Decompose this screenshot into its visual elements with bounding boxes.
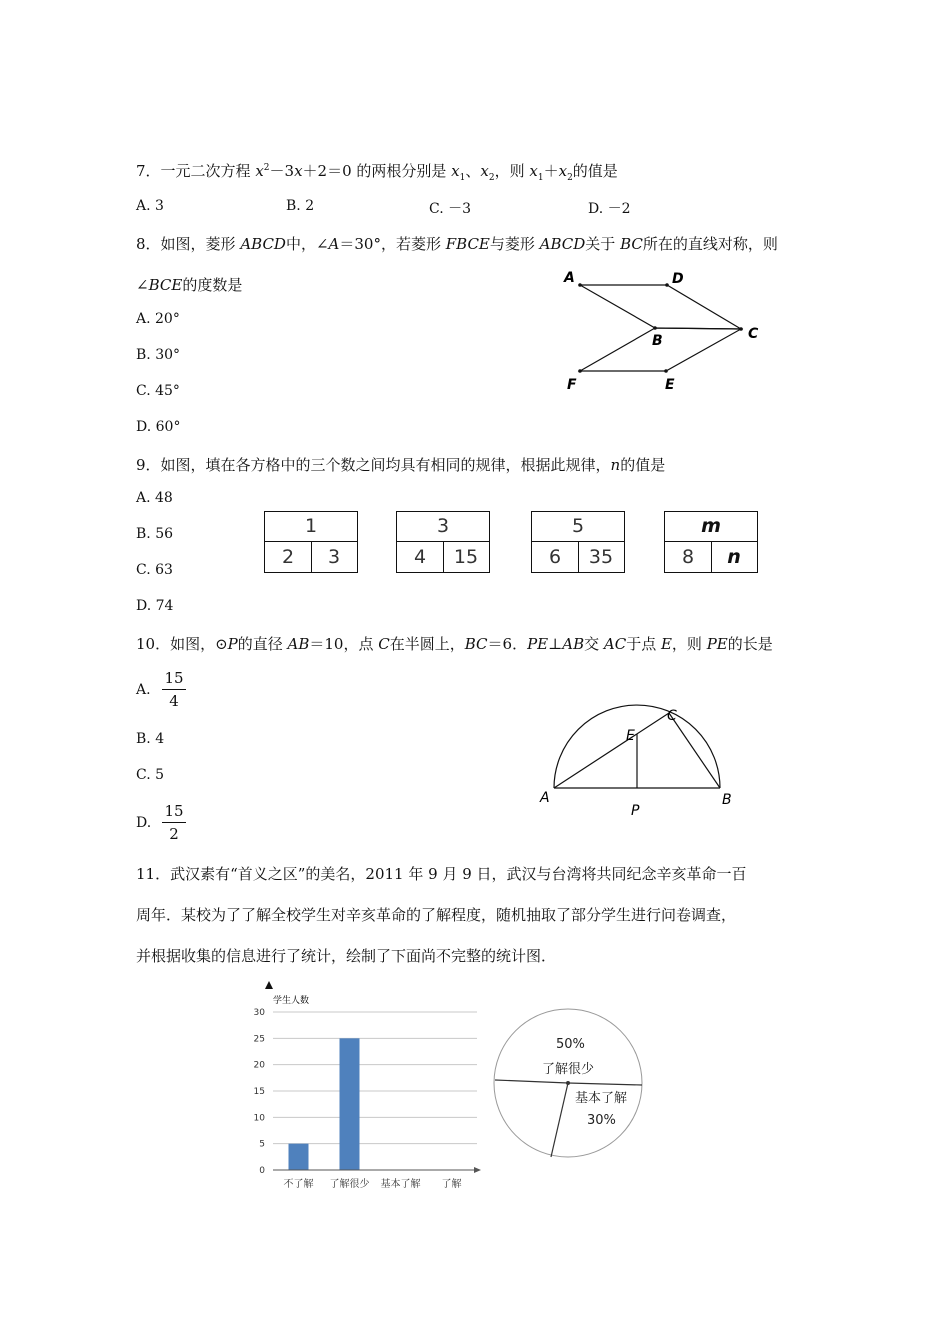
bar-chart <box>245 978 490 1196</box>
pie-label-50-value: 50% <box>556 1037 585 1052</box>
q11-stem-line1: 11．武汉素有“首义之区”的美名，2011 年 9 月 9 日，武汉与台湾将共同纪念辛亥革命一百 <box>136 865 747 883</box>
q9-option-b[interactable]: B. 56 <box>136 526 174 542</box>
label-c: C <box>667 708 677 724</box>
y-tick-0: 0 <box>259 1166 265 1176</box>
label-a: A <box>564 270 575 286</box>
pie-label-little: 了解很少 <box>542 1062 595 1077</box>
q9-option-a[interactable]: A. 48 <box>136 490 173 506</box>
label-f: F <box>567 377 577 393</box>
q8-option-d[interactable]: D. 60° <box>136 419 181 435</box>
q7-stem: 7．一元二次方程 $x^2-3x+2=0$ 的两根分别是 $x_1$、$x_2$，则 $x_1+x_2$的值是 <box>136 162 618 183</box>
y-tick-20: 20 <box>253 1060 265 1071</box>
q8-option-c[interactable]: C. 45° <box>136 383 180 399</box>
x-category-label: 不了解 <box>283 1179 314 1190</box>
y-tick-10: 10 <box>253 1113 265 1124</box>
label-b: B <box>722 792 732 808</box>
q8-option-a[interactable]: A. 20° <box>136 311 180 327</box>
label-a: A <box>540 790 550 806</box>
semicircle-figure <box>530 700 750 825</box>
q7-option-d[interactable]: D. －2 <box>588 201 631 217</box>
y-tick-15: 15 <box>253 1087 265 1097</box>
pie-label-basic: 基本了解 <box>575 1091 628 1106</box>
q7-option-a[interactable]: A. 3 <box>136 198 164 214</box>
x-axis-arrow <box>474 1167 481 1173</box>
y-tick-25: 25 <box>253 1034 265 1045</box>
label-c: C <box>748 326 759 342</box>
rhombus-abcd <box>580 285 741 329</box>
number-box-1: 1 2 3 <box>264 511 358 573</box>
pie-chart <box>490 1008 650 1168</box>
x-category-label: 基本了解 <box>380 1179 421 1190</box>
label-p: P <box>631 803 640 819</box>
q8-stem-line1: 8．如图，菱形 ABCD中，∠A＝30°，若菱形 FBCE与菱形 ABCD关于 BC所在的直线对称，则 <box>136 235 778 253</box>
number-box-3: 5 6 35 <box>531 511 625 573</box>
q10-option-d[interactable]: D. <box>136 815 152 831</box>
q10-stem: 10．如图，⊙P的直径 AB＝10，点 C在半圆上，BC＝6．PE⊥AB交 AC于点 E，则 PE的长是 <box>136 635 773 653</box>
q9-option-c[interactable]: C. 63 <box>136 562 173 578</box>
q10-option-d-fraction: 15 2 <box>162 802 186 843</box>
q7-option-b[interactable]: B. 2 <box>286 198 315 214</box>
label-b: B <box>652 333 663 349</box>
q10-option-a-fraction: 15 4 <box>162 669 186 710</box>
chord-bc <box>669 713 720 788</box>
number-box-2: 3 4 15 <box>396 511 490 573</box>
q8-option-b[interactable]: B. 30° <box>136 347 181 363</box>
pie-label-30-value: 30% <box>587 1113 616 1128</box>
q11-stem-line3: 并根据收集的信息进行了统计，绘制了下面尚不完整的统计图． <box>136 947 557 965</box>
y-tick-5: 5 <box>259 1139 265 1150</box>
q10-option-b[interactable]: B. 4 <box>136 731 165 747</box>
rhombus-figure <box>555 265 770 395</box>
q10-option-c[interactable]: C. 5 <box>136 767 165 783</box>
label-e: E <box>626 728 635 744</box>
y-axis-arrow <box>265 981 273 989</box>
bar-1 <box>340 1038 360 1170</box>
q11-stem-line2: 周年．某校为了了解全校学生对辛亥革命的了解程度，随机抽取了部分学生进行问卷调查， <box>136 906 737 924</box>
q7-option-c[interactable]: C. －3 <box>429 201 472 217</box>
q10-option-a[interactable]: A. <box>136 682 151 698</box>
x-category-label: 了解很少 <box>329 1179 370 1190</box>
y-axis-label: 学生人数 <box>273 996 310 1006</box>
chord-ac <box>554 713 669 788</box>
label-e: E <box>665 377 675 393</box>
q9-stem: 9．如图，填在各方格中的三个数之间均具有相同的规律，根据此规律，n的值是 <box>136 456 666 474</box>
bar-0 <box>289 1144 309 1170</box>
q8-stem-line2: ∠BCE的度数是 <box>136 276 243 294</box>
x-category-label: 了解 <box>441 1179 462 1190</box>
number-box-4: m 8 n <box>664 511 758 573</box>
y-tick-30: 30 <box>253 1008 265 1018</box>
q9-option-d[interactable]: D. 74 <box>136 598 174 614</box>
label-d: D <box>672 271 684 287</box>
